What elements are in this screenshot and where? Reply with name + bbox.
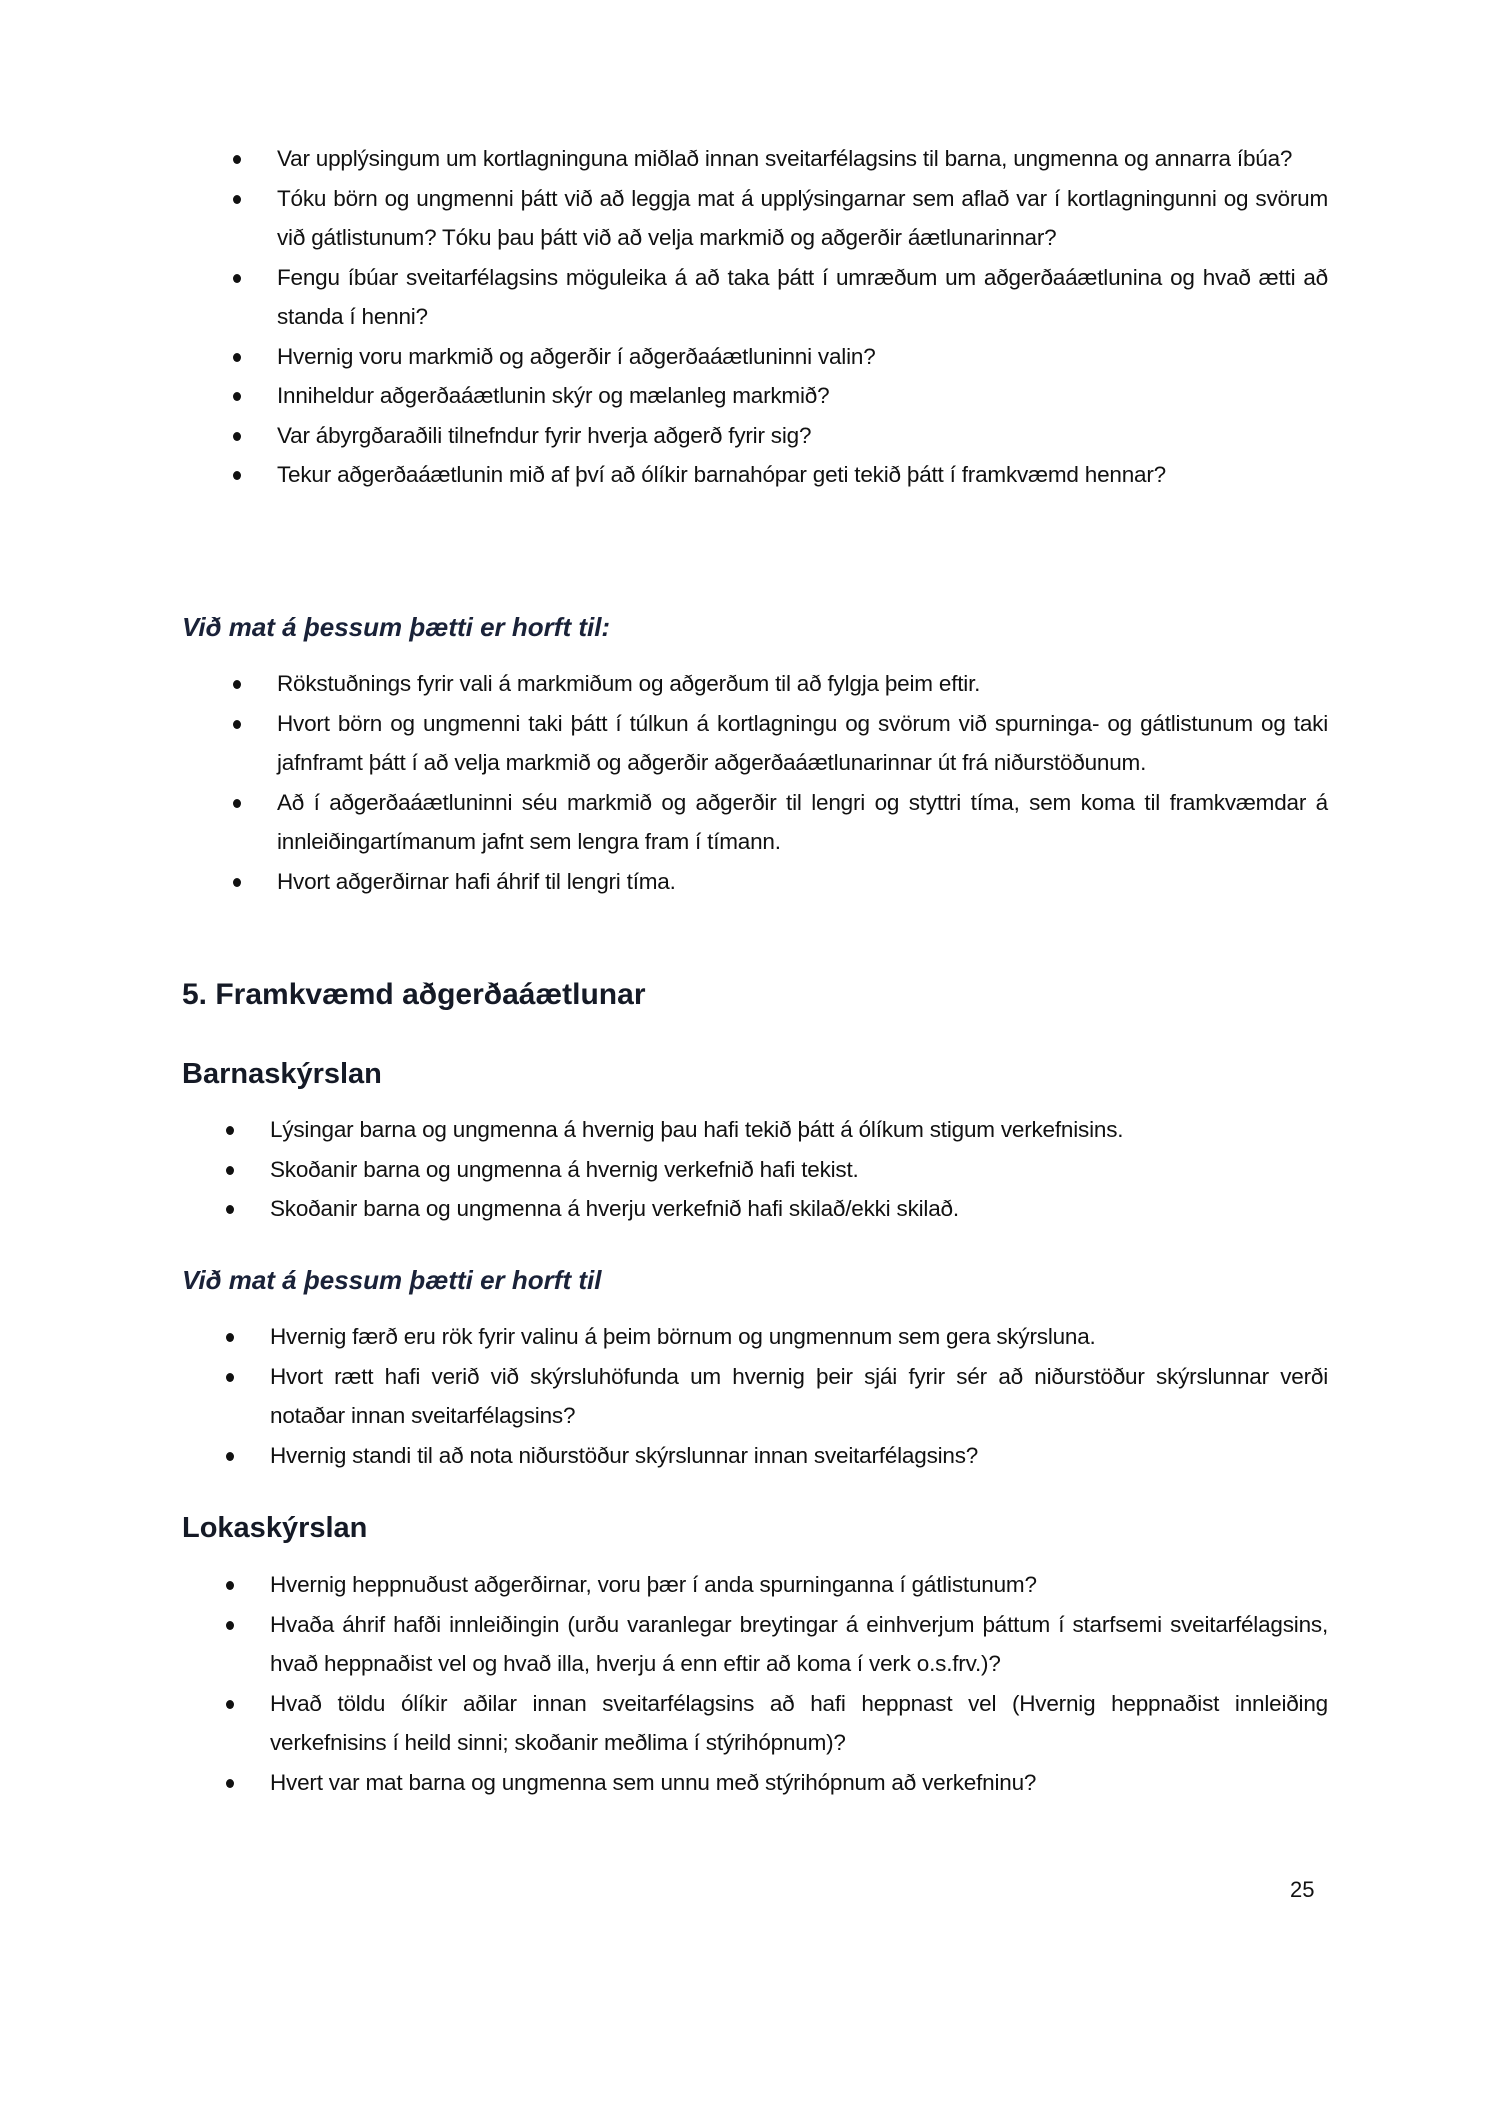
bullet-icon	[233, 680, 241, 689]
bullet-icon	[226, 1205, 234, 1214]
list-item-text: Rökstuðnings fyrir vali á markmiðum og aðgerðum til að fylgja þeim eftir.	[277, 671, 981, 696]
list-item	[277, 704, 1328, 783]
list-item-text: Hvort börn og ungmenni taki þátt í túlkun á kortlagningu og svörum við spurninga- og gátlistunum og taki jafnframt þátt í að velja markmið og aðgerðir aðgerðaáætlunarinnar út frá niðurstöðunum.	[277, 710, 1328, 775]
bullet-icon	[233, 878, 241, 887]
bullet-icon	[233, 353, 241, 362]
list-item	[277, 455, 1328, 495]
list-item-text: Var upplýsingum um kortlagninguna miðlað innan sveitarfélagsins til barna, ungmenna og annarra íbúa?	[277, 146, 1293, 171]
list-item	[277, 862, 1328, 902]
list-item	[270, 1150, 1328, 1190]
list-item	[277, 376, 1328, 416]
list-item-text: Hvernig heppnuðust aðgerðirnar, voru þær í anda spurninganna í gátlistunum?	[270, 1572, 1037, 1597]
list-item	[277, 337, 1328, 377]
eval-list-1	[0, 664, 1500, 901]
bullet-icon	[226, 1621, 234, 1630]
list-item-text: Hvernig færð eru rök fyrir valinu á þeim börnum og ungmennum sem gera skýrsluna.	[270, 1324, 1096, 1349]
bullet-icon	[226, 1452, 234, 1461]
list-item-text: Inniheldur aðgerðaáætlunin skýr og mælanleg markmið?	[277, 383, 830, 408]
barnaskyrslan-title: Barnaskýrslan	[182, 1058, 382, 1090]
list-item-text: Hvernig standi til að nota niðurstöður skýrslunnar innan sveitarfélagsins?	[270, 1442, 979, 1468]
list-item-text: Hvað töldu ólíkir aðilar innan sveitarfélagsins að hafi heppnast vel (Hvernig heppnaðist innleiðing verkefnisins í heild sinni; skoðanir meðlima í stýrihópnum)?	[270, 1690, 1328, 1755]
list-item-text: Að í aðgerðaáætluninni séu markmið og aðgerðir til lengri og styttri tíma, sem koma til framkvæmdar á innleiðingartímanum jafnt sem lengra fram í tímann.	[277, 789, 1328, 854]
list-item-text: Hvert var mat barna og ungmenna sem unnu með stýrihópnum að verkefninu?	[270, 1769, 1037, 1795]
bullet-icon	[226, 1333, 234, 1342]
list-item-text: Fengu íbúar sveitarfélagsins möguleika á að taka þátt í umræðum um aðgerðaáætlunina og hvað ætti að standa í henni?	[277, 264, 1328, 329]
list-item-text: Tekur aðgerðaáætlunin mið af því að ólíkir barnahópar geti tekið þátt í framkvæmd hennar?	[277, 462, 1166, 487]
list-item-text: Hvort aðgerðirnar hafi áhrif til lengri tíma.	[277, 868, 676, 894]
list-item	[270, 1684, 1328, 1763]
list-item	[270, 1763, 1328, 1803]
list-item	[270, 1605, 1328, 1684]
list-item	[277, 179, 1328, 258]
lokaskyrslan-title: Lokaskýrslan	[182, 1512, 368, 1544]
eval-list-2	[0, 1317, 1500, 1475]
eval-heading-2: Við mat á þessum þætti er horft til	[182, 1265, 602, 1295]
section1-list	[0, 139, 1500, 495]
bullet-icon	[226, 1700, 234, 1709]
bullet-icon	[233, 392, 241, 401]
bullet-icon	[233, 195, 241, 204]
bullet-icon	[226, 1373, 234, 1382]
list-item-text: Skoðanir barna og ungmenna á hverju verkefnið hafi skilað/ekki skilað.	[270, 1196, 959, 1221]
bullet-icon	[233, 799, 241, 808]
list-item-text: Hvort rætt hafi verið við skýrsluhöfunda um hvernig þeir sjái fyrir sér að niðurstöður skýrslunnar verði notaðar innan sveitarfélagsins?	[270, 1363, 1328, 1428]
list-item	[270, 1357, 1328, 1436]
list-item	[277, 139, 1328, 179]
list-item	[270, 1565, 1328, 1605]
lokaskyrslan-list	[0, 1565, 1500, 1802]
list-item	[270, 1317, 1328, 1357]
list-item-text: Hvernig voru markmið og aðgerðir í aðgerðaáætluninni valin?	[277, 343, 876, 369]
list-item-text: Hvaða áhrif hafði innleiðingin (urðu varanlegar breytingar á einhverjum þáttum í starfsemi sveitarfélagsins, hvað heppnaðist vel og hvað illa, hverju á enn eftir að koma í verk o.s.frv.)?	[270, 1611, 1328, 1676]
page-number: 25	[1290, 1877, 1315, 1902]
list-item-text: Tóku börn og ungmenni þátt við að leggja mat á upplýsingarnar sem aflað var í kortlagningunni og svörum við gátlistunum? Tóku þau þátt við að velja markmið og aðgerðir áætlunarinnar?	[277, 185, 1328, 250]
list-item	[277, 258, 1328, 337]
bullet-icon	[233, 274, 241, 283]
bullet-icon	[226, 1166, 234, 1175]
list-item-text: Lýsingar barna og ungmenna á hvernig þau hafi tekið þátt á ólíkum stigum verkefnisins.	[270, 1117, 1124, 1142]
list-item	[270, 1436, 1328, 1476]
list-item	[277, 664, 1328, 704]
bullet-icon	[226, 1581, 234, 1590]
list-item	[270, 1110, 1328, 1150]
barnaskyrslan-list	[0, 1110, 1500, 1229]
list-item	[277, 416, 1328, 456]
section-5-title: 5. Framkvæmd aðgerðaáætlunar	[182, 978, 646, 1011]
bullet-icon	[226, 1779, 234, 1788]
bullet-icon	[233, 471, 241, 480]
list-item	[270, 1189, 1328, 1229]
bullet-icon	[233, 432, 241, 441]
bullet-icon	[226, 1126, 234, 1135]
eval-heading-1: Við mat á þessum þætti er horft til:	[182, 612, 611, 642]
list-item	[277, 783, 1328, 862]
bullet-icon	[233, 155, 241, 164]
list-item-text: Var ábyrgðaraðili tilnefndur fyrir hverja aðgerð fyrir sig?	[277, 422, 812, 448]
list-item-text: Skoðanir barna og ungmenna á hvernig verkefnið hafi tekist.	[270, 1156, 859, 1182]
bullet-icon	[233, 720, 241, 729]
